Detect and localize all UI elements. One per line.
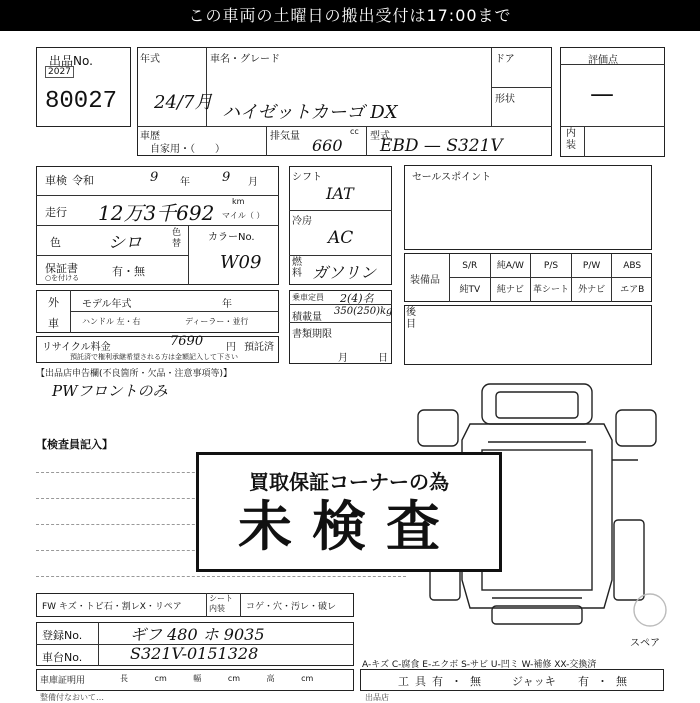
handle-options: ハンドル 左・右: [82, 317, 141, 326]
divider: [560, 126, 665, 127]
color-label: 色: [50, 236, 61, 249]
recycle-label: リサイクル料金: [42, 342, 111, 353]
equipment-grid: [449, 253, 652, 302]
inspection-label: 車検: [45, 174, 67, 187]
aircon-value: AC: [328, 228, 354, 248]
mileage-label: 走行: [45, 206, 67, 219]
docs-label: 書類期限: [292, 329, 332, 340]
score-value: —: [590, 80, 614, 108]
jack-label: ジャッキ: [512, 675, 556, 688]
chassis-value: S321V-0151328: [130, 644, 259, 663]
flaw-right: コゲ・穴・汚レ・破レ: [246, 602, 337, 612]
equipment-item: P/W: [571, 254, 612, 278]
fuel-value: ガソリン: [312, 263, 377, 282]
tools-value: 有・無: [432, 675, 489, 688]
model-value: EBD — S321V: [380, 136, 503, 156]
divider: [491, 87, 552, 88]
divider: [366, 126, 367, 156]
equipment-item: P/S: [530, 254, 571, 278]
divider: [188, 225, 189, 285]
damage-legend: A-キズ C-腐食 E-エクボ S-サビ U-凹ミ W-補修 XX-交換済: [362, 660, 597, 670]
stamp-line-2: 未検査: [238, 495, 460, 558]
displacement-label: 排気量: [270, 131, 300, 142]
load-label: 積載量: [292, 312, 322, 323]
color-value: シロ: [108, 233, 142, 253]
recycle-value: 7690: [170, 334, 204, 349]
inspection-year-unit: 年: [180, 177, 190, 188]
equipment-item: S/R: [449, 254, 490, 278]
registration-label: 登録No.: [42, 629, 83, 642]
divider: [206, 593, 207, 617]
name-label: 車名・グレード: [210, 54, 280, 65]
inspection-month-unit: 月: [248, 177, 258, 188]
color-no-value: W09: [220, 252, 262, 273]
saturday-pickup-banner: この車両の土曜日の搬出受付は17:00まで: [0, 0, 700, 31]
color-change-label: 色替: [172, 228, 182, 249]
divider: [240, 593, 241, 617]
equipment-item: 純TV: [449, 278, 490, 302]
stamp-line-1: 買取保証コーナーの為: [249, 470, 449, 494]
aircon-label: 冷房: [292, 216, 312, 227]
interior-label: 内装: [566, 128, 576, 151]
shift-value: IAT: [326, 184, 354, 203]
recycle-unit: 円: [226, 342, 236, 353]
lot-number: 80027: [45, 88, 118, 115]
usage-label: 車歴: [140, 131, 160, 142]
mileage-mile-unit: マイル（ ）: [222, 211, 265, 220]
registration-value: ギフ 480 ホ 9035: [130, 625, 265, 644]
divider: [137, 126, 552, 127]
jack-value: 有・無: [578, 675, 635, 688]
model-year-unit: 年: [222, 299, 232, 310]
color-no-label: カラーNo.: [208, 232, 255, 243]
docs-month: 月: [338, 353, 348, 364]
divider: [584, 126, 585, 157]
year-value: 24/7月: [154, 92, 213, 113]
equipment-item: 純A/W: [490, 254, 531, 278]
seller-notes-label: 【出品店申告欄(不良箇所・欠品・注意事項等)】: [36, 369, 233, 379]
model-label: 型式: [370, 131, 390, 142]
capacity-value: 2(4)名: [340, 292, 374, 305]
dealer-options: ディーラー・並行: [185, 317, 249, 326]
rule-line: [36, 576, 406, 577]
rear-box: [404, 305, 652, 365]
score-label: 評価点: [588, 55, 618, 66]
lot-small: 2027: [45, 66, 74, 78]
year-label: 年式: [140, 54, 160, 65]
equipment-item: 外ナビ: [571, 278, 612, 302]
warranty-label: 保証書: [45, 262, 78, 275]
flaw-left: FW キズ・トビ石・割レX・リペア: [42, 602, 182, 612]
chassis-label: 車台No.: [42, 651, 83, 664]
sales-point-label: セールスポイント: [412, 172, 492, 183]
divider: [36, 195, 279, 196]
divider: [289, 255, 392, 256]
divider: [289, 210, 392, 211]
equipment-item: 純ナビ: [490, 278, 531, 302]
garage-cert-dims: 長 cm 幅 cm 高 cm: [120, 674, 314, 683]
door-label: ドア: [495, 54, 515, 65]
inspector-label: 【検査員記入】: [36, 438, 113, 451]
recycle-sub: 預託済で権利承継希望される方は金額記入して下さい: [70, 353, 238, 361]
displacement-value: 660: [312, 136, 343, 155]
unexamined-stamp: [196, 452, 502, 572]
equipment-item: エアB: [611, 278, 652, 302]
flaw-mid: シート 内装: [209, 594, 233, 613]
tools-label: 工具: [398, 675, 432, 688]
lot-box: [36, 47, 131, 127]
name-value: ハイゼットカーゴ DX: [222, 102, 398, 123]
divider: [266, 126, 267, 156]
capacity-label: 乗車定員: [292, 293, 324, 302]
equipment-item: 革シート: [530, 278, 571, 302]
inspection-month: 9: [222, 170, 231, 185]
fuel-label: 燃料: [292, 257, 302, 279]
mileage-value: 12万3千692: [98, 201, 215, 225]
load-value: 350(250)kg: [334, 306, 393, 317]
divider: [98, 622, 99, 666]
mileage-km-unit: km: [232, 197, 245, 206]
divider: [70, 311, 279, 312]
garage-cert-label: 車庫証明用: [40, 676, 86, 686]
bottom-note: 整備付なおいて…: [40, 693, 104, 702]
warranty-sub: ○を付ける: [45, 274, 80, 282]
divider: [206, 48, 207, 126]
seller-notes-value: PWフロントのみ: [52, 382, 168, 400]
inspection-era: 令和: [72, 174, 94, 187]
warranty-options: 有・無: [112, 265, 145, 278]
lot-label: 出品No.: [49, 54, 93, 68]
foreign-label-1: 外: [48, 296, 59, 309]
displacement-unit: cc: [350, 127, 359, 136]
shift-label: シフト: [292, 172, 322, 183]
equipment-label: 装備品: [410, 275, 440, 286]
docs-day: 日: [378, 353, 388, 364]
usage-value: 自家用・（ ）: [150, 144, 225, 155]
rear-label: 後目: [406, 307, 416, 330]
spare-label: スペア: [630, 638, 660, 649]
model-year-label: モデル年式: [82, 299, 132, 310]
inspection-year: 9: [150, 170, 159, 185]
bottom-label: 出品店: [365, 693, 389, 702]
recycle-note: 預託済: [244, 342, 274, 353]
divider: [36, 255, 188, 256]
shape-label: 形状: [495, 94, 515, 105]
equipment-item: ABS: [611, 254, 652, 278]
foreign-label-2: 車: [48, 317, 59, 330]
